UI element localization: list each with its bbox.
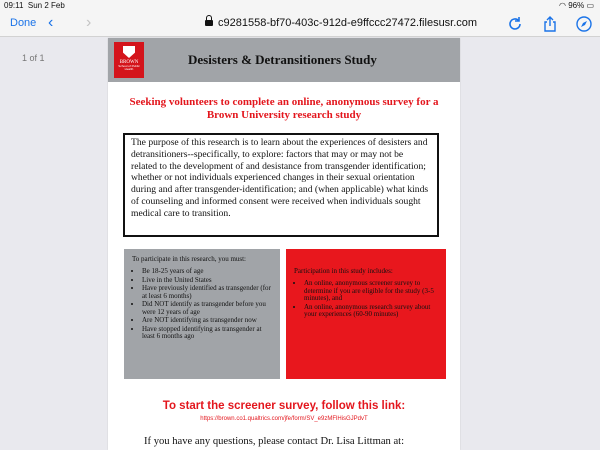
status-time: 09:11 [4,1,24,10]
list-item: • Be 18-25 years of age [142,268,272,276]
list-item: • Have previously identified as transgender (for at least 6 months) [142,285,272,300]
battery-percent: 96% [568,1,585,10]
wifi-icon: ◠ [558,1,566,10]
shield-icon [123,46,135,58]
flyer-document [108,38,460,450]
screener-link[interactable]: https://brown.co1.qualtrics.com/jfe/form/SV_e9zMFlHisGJPdvT [200,416,368,422]
participation-list [294,280,438,319]
share-icon[interactable] [542,16,558,32]
lock-icon [205,20,213,26]
participation-heading: Participation in this study includes: [294,267,393,275]
status-date: Sun 2 Feb [27,1,65,10]
contact-text: If you have any questions, please contact Dr. Lisa Littman at: [144,436,405,447]
battery-icon: ▭ [586,1,594,10]
chevron-right-icon[interactable]: › [86,14,92,31]
list-item: • Did NOT identify as transgender before you were 12 years of age [142,301,272,316]
eligibility-list [132,268,272,341]
seeking-volunteers-heading: Seeking volunteers to complete an online, anonymous survey for a Brown University research study [129,96,439,121]
status-right [559,1,594,10]
status-time-date [4,1,65,10]
url-bar[interactable] [205,17,477,29]
list-item: • Live in the United States [142,277,272,285]
list-item: • An online, anonymous research survey about your experiences (60-90 minutes) [304,304,438,319]
done-button[interactable]: Done [10,17,37,29]
list-item: • Are NOT identifying as transgender now [142,317,272,325]
url-text: c9281558-bf70-403c-912d-e9ffccc27472.filesusr.com [218,17,478,29]
chevron-left-icon[interactable]: ‹ [48,14,54,31]
page-count: 1 of 1 [22,53,45,63]
brown-logo [114,42,144,78]
status-bar [0,0,600,12]
flyer-title: Desisters & Detransitioners Study [188,52,377,67]
eligibility-box [124,249,280,379]
logo-name: BROWN [119,60,139,65]
screener-cta: To start the screener survey, follow this link: [162,400,406,412]
purpose-box: The purpose of this research is to learn about the experiences of desisters and detransitioners--specifically, to explore: factors that may or may not be related to the development of and desistance from transgender identification; whether or not individuals experienced changes in their sexual orientation during and after transgender-identification; and (when applicable) what kinds of counseling and informed consent were received when individuals sought medical care to transition. [123,133,439,237]
list-item: • Have stopped identifying as transgender at least 6 months ago [142,326,272,341]
eligibility-heading: To participate in this research, you must: [132,255,247,263]
browser-toolbar [0,12,600,37]
participation-box [286,249,446,379]
logo-subtitle: School of Public Health [118,64,140,71]
compass-icon[interactable] [576,16,592,32]
refresh-icon[interactable] [507,16,523,32]
toolbar-icons [493,15,592,33]
list-item: • An online, anonymous screener survey to determine if you are eligible for the study (3-5 minutes), and [304,280,438,303]
flyer-header [108,38,460,82]
